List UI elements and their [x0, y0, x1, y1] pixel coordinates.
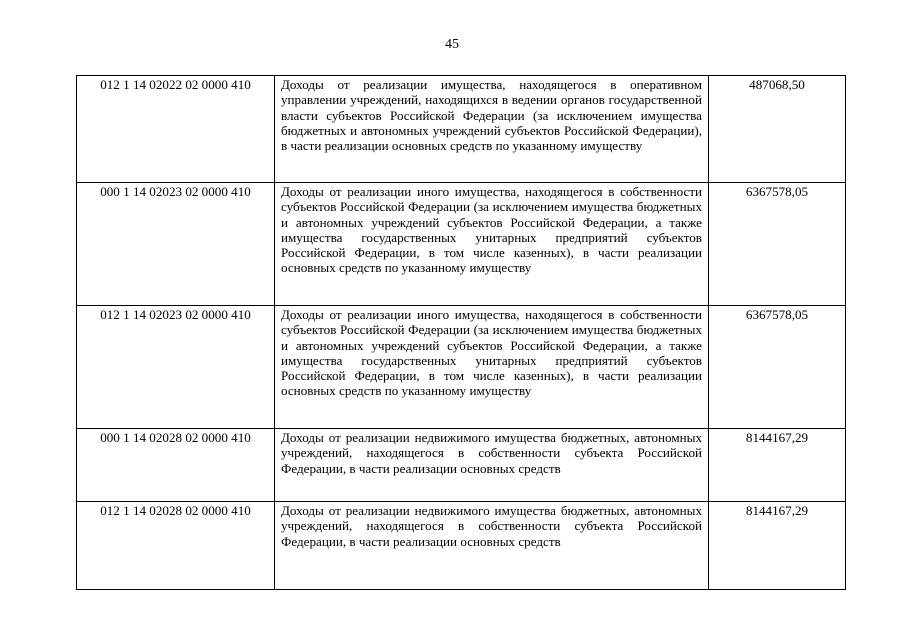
- table-row: [77, 429, 846, 502]
- budget-classification-code: 000 1 14 02028 02 0000 410: [77, 429, 275, 502]
- revenue-description: Доходы от реализации имущества, находящегося в оперативном управлении учреждений, находящихся в ведении органов государственной власти субъектов Российской Федерации (за исключением имущества бюджетных и автономных учреждений субъектов Российской Федерации), в части реализации основных средств по указанному имуществу: [275, 76, 709, 183]
- revenue-amount: 487068,50: [709, 76, 846, 183]
- budget-classification-code: 012 1 14 02022 02 0000 410: [77, 76, 275, 183]
- budget-classification-code: 012 1 14 02028 02 0000 410: [77, 502, 275, 590]
- revenue-description: Доходы от реализации иного имущества, находящегося в собственности субъектов Российской Федерации (за исключением имущества бюджетных и автономных учреждений субъектов Российской Федерации, а также имущества государственных унитарных предприятий субъектов Российской Федерации, в том числе казенных), в части реализации основных средств по указанному имуществу: [275, 183, 709, 306]
- budget-revenue-table: [76, 75, 846, 590]
- revenue-amount: 6367578,05: [709, 306, 846, 429]
- revenue-amount: 8144167,29: [709, 502, 846, 590]
- budget-classification-code: 000 1 14 02023 02 0000 410: [77, 183, 275, 306]
- revenue-amount: 8144167,29: [709, 429, 846, 502]
- budget-classification-code: 012 1 14 02023 02 0000 410: [77, 306, 275, 429]
- table-row: [77, 183, 846, 306]
- table-row: [77, 502, 846, 590]
- page-number: 45: [445, 37, 459, 52]
- revenue-description: Доходы от реализации недвижимого имущества бюджетных, автономных учреждений, находящегося в собственности субъекта Российской Федерации, в части реализации основных средств: [275, 429, 709, 502]
- table-row: [77, 306, 846, 429]
- table-row: [77, 76, 846, 183]
- revenue-description: Доходы от реализации иного имущества, находящегося в собственности субъектов Российской Федерации (за исключением имущества бюджетных и автономных учреждений субъектов Российской Федерации, а также имущества государственных унитарных предприятий субъектов Российской Федерации, в том числе казенных), в части реализации основных средств по указанному имуществу: [275, 306, 709, 429]
- revenue-amount: 6367578,05: [709, 183, 846, 306]
- revenue-description: Доходы от реализации недвижимого имущества бюджетных, автономных учреждений, находящегося в собственности субъекта Российской Федерации, в части реализации основных средств: [275, 502, 709, 590]
